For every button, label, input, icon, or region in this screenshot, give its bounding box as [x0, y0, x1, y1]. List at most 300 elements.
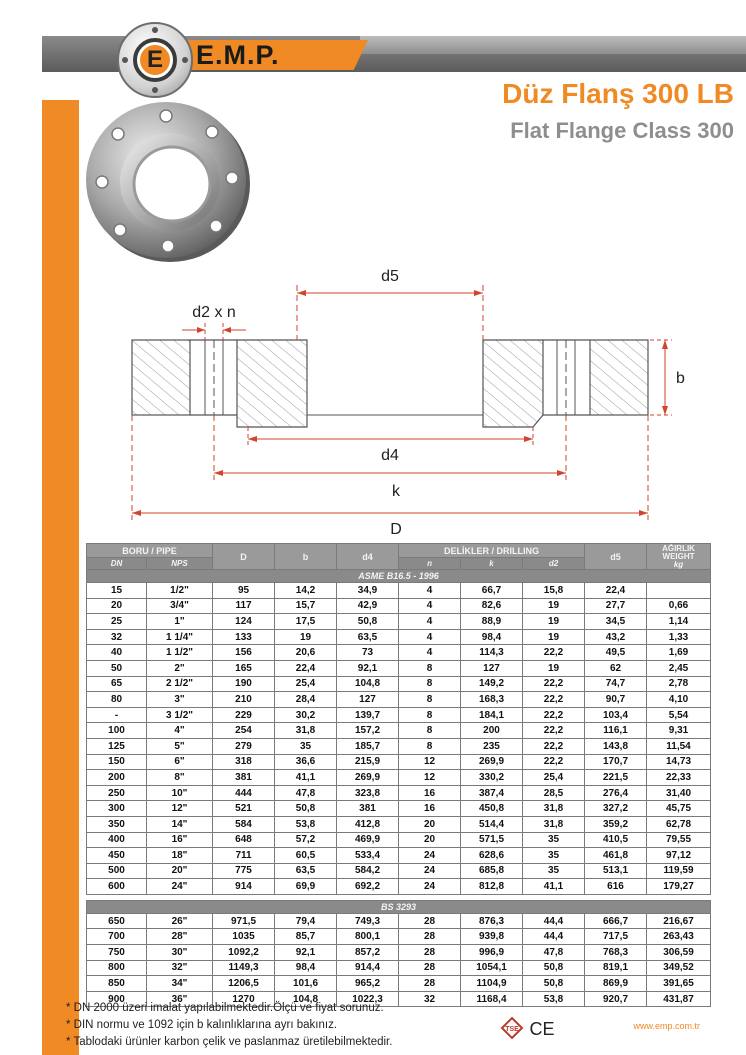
table-cell: 2": [147, 660, 213, 676]
table-cell: 300: [87, 801, 147, 817]
page-title: Düz Flanş 300 LB: [502, 78, 734, 109]
header-D: D: [213, 544, 275, 570]
header-weight-en: WEIGHT: [662, 551, 695, 561]
table-cell: 15,7: [275, 598, 337, 614]
table-cell: 42,9: [337, 598, 399, 614]
table-cell: 4: [399, 645, 461, 661]
table-cell: 116,1: [585, 723, 647, 739]
dim-label-k: k: [392, 483, 400, 500]
table-cell: 185,7: [337, 738, 399, 754]
logo-ring: [133, 38, 177, 82]
table-cell: 22,33: [647, 770, 711, 786]
table-cell: 263,43: [647, 929, 711, 945]
table-cell: 971,5: [213, 913, 275, 929]
table-cell: 279: [213, 738, 275, 754]
website-link[interactable]: www.emp.com.tr: [633, 1021, 700, 1031]
technical-drawing: [100, 255, 700, 540]
table-cell: 16": [147, 832, 213, 848]
table-cell: 8": [147, 770, 213, 786]
table-cell: 14,73: [647, 754, 711, 770]
table-cell: 4": [147, 723, 213, 739]
table-cell: 143,8: [585, 738, 647, 754]
logo-bolt-icon: [182, 57, 188, 63]
table-cell: 3": [147, 692, 213, 708]
table-cell: 35: [523, 848, 585, 864]
table-cell: 269,9: [337, 770, 399, 786]
header-d4: d4: [337, 544, 399, 570]
table-cell: 1206,5: [213, 976, 275, 992]
table-cell: 717,5: [585, 929, 647, 945]
ce-mark-label: CE: [529, 1019, 555, 1039]
header-d2: d2: [523, 558, 585, 570]
table-cell: 410,5: [585, 832, 647, 848]
table-cell: 50,8: [275, 801, 337, 817]
header-pipe: BORU / PIPE: [87, 544, 213, 558]
table-cell: 19: [275, 629, 337, 645]
table-cell: 16: [399, 801, 461, 817]
table-cell: 31,8: [523, 816, 585, 832]
table-row: [87, 913, 711, 929]
table-cell: 82,6: [461, 598, 523, 614]
table-cell: 920,7: [585, 991, 647, 1007]
table-cell: 1/2": [147, 583, 213, 599]
table-cell: 387,4: [461, 785, 523, 801]
header-n: n: [399, 558, 461, 570]
table-cell: 513,1: [585, 863, 647, 879]
table-cell: 44,4: [523, 913, 585, 929]
table-cell: 330,2: [461, 770, 523, 786]
table-cell: 2 1/2": [147, 676, 213, 692]
table-cell: 521: [213, 801, 275, 817]
table-cell: 269,9: [461, 754, 523, 770]
table-cell: 73: [337, 645, 399, 661]
table-cell: 53,8: [275, 816, 337, 832]
table-cell: 98,4: [275, 960, 337, 976]
header-k: k: [461, 558, 523, 570]
table-cell: 92,1: [337, 660, 399, 676]
table-cell: 0,66: [647, 598, 711, 614]
dim-label-d5: d5: [381, 268, 399, 285]
table-cell: 20: [399, 816, 461, 832]
table-cell: 74,7: [585, 676, 647, 692]
table-cell: 1054,1: [461, 960, 523, 976]
table-row: [87, 645, 711, 661]
table-cell: 50,8: [523, 960, 585, 976]
table-cell: 8: [399, 707, 461, 723]
table-cell: 2,78: [647, 676, 711, 692]
table-cell: 27,7: [585, 598, 647, 614]
header-bar-highlight: [360, 36, 746, 54]
table-cell: 28: [399, 929, 461, 945]
table-cell: 25,4: [275, 676, 337, 692]
table-cell: 156: [213, 645, 275, 661]
footnote: * DIN normu ve 1092 için b kalınlıklarına ayrı bakınız.: [66, 1019, 338, 1031]
table-cell: 170,7: [585, 754, 647, 770]
table-cell: 103,4: [585, 707, 647, 723]
table-cell: 31,8: [275, 723, 337, 739]
table-cell: 650: [87, 913, 147, 929]
table-cell: 124: [213, 614, 275, 630]
table-cell: 31,40: [647, 785, 711, 801]
table-cell: 17,5: [275, 614, 337, 630]
table-row: [87, 785, 711, 801]
header-drilling: DELİKLER / DRILLING: [399, 544, 585, 558]
table-cell: 19: [523, 629, 585, 645]
table-cell: 5": [147, 738, 213, 754]
table-cell: 1022,3: [337, 991, 399, 1007]
table-cell: 1168,4: [461, 991, 523, 1007]
table-cell: 850: [87, 976, 147, 992]
table-cell: 11,54: [647, 738, 711, 754]
table-cell: 600: [87, 879, 147, 895]
logo-bolt-icon: [122, 57, 128, 63]
table-cell: 19: [523, 614, 585, 630]
table-cell: 711: [213, 848, 275, 864]
table-cell: 98,4: [461, 629, 523, 645]
table-cell: 996,9: [461, 945, 523, 961]
table-cell: 62: [585, 660, 647, 676]
table-cell: 41,1: [275, 770, 337, 786]
table-cell: 66,7: [461, 583, 523, 599]
table-row: [87, 707, 711, 723]
table-row: [87, 929, 711, 945]
table-cell: 349,52: [647, 960, 711, 976]
table-cell: 616: [585, 879, 647, 895]
table-cell: 381: [213, 770, 275, 786]
company-logo: [117, 22, 193, 98]
table-cell: 150: [87, 754, 147, 770]
table-cell: 101,6: [275, 976, 337, 992]
table-cell: 584,2: [337, 863, 399, 879]
table-cell: 8: [399, 692, 461, 708]
table-cell: 876,3: [461, 913, 523, 929]
table-row: [87, 960, 711, 976]
table-cell: 24": [147, 879, 213, 895]
table-cell: 4: [399, 598, 461, 614]
table-cell: 306,59: [647, 945, 711, 961]
table-cell: 4,10: [647, 692, 711, 708]
table-body: [87, 570, 711, 1007]
table-cell: 35: [523, 832, 585, 848]
table-cell: 80: [87, 692, 147, 708]
table-cell: 133: [213, 629, 275, 645]
table-cell: 79,4: [275, 913, 337, 929]
dim-label-b: b: [676, 370, 685, 387]
table-cell: 5,54: [647, 707, 711, 723]
table-row: [87, 976, 711, 992]
table-cell: 221,5: [585, 770, 647, 786]
table-cell: 1104,9: [461, 976, 523, 992]
table-cell: 8: [399, 723, 461, 739]
table-cell: 318: [213, 754, 275, 770]
table-cell: 14,2: [275, 583, 337, 599]
table-cell: 12: [399, 770, 461, 786]
table-cell: 47,8: [523, 945, 585, 961]
table-row: [87, 660, 711, 676]
page-subtitle: Flat Flange Class 300: [510, 118, 734, 143]
table-row: [87, 801, 711, 817]
table-cell: 648: [213, 832, 275, 848]
table-cell: 914: [213, 879, 275, 895]
table-cell: 49,5: [585, 645, 647, 661]
table-cell: 22,2: [523, 676, 585, 692]
table-cell: 3/4": [147, 598, 213, 614]
table-cell: 215,9: [337, 754, 399, 770]
table-cell: 69,9: [275, 879, 337, 895]
table-section-title: ASME B16.5 - 1996: [87, 570, 711, 583]
table-cell: 500: [87, 863, 147, 879]
table-cell: 92,1: [275, 945, 337, 961]
table-section-row: [87, 570, 711, 583]
table-section-title: BS 3293: [87, 900, 711, 913]
table-cell: 254: [213, 723, 275, 739]
table-cell: 127: [337, 692, 399, 708]
table-cell: 210: [213, 692, 275, 708]
table-cell: 35: [275, 738, 337, 754]
table-cell: 812,8: [461, 879, 523, 895]
table-cell: 200: [461, 723, 523, 739]
table-row: [87, 879, 711, 895]
table-cell: 1270: [213, 991, 275, 1007]
table-cell: 10": [147, 785, 213, 801]
table-cell: 571,5: [461, 832, 523, 848]
table-cell: 22,4: [585, 583, 647, 599]
table-cell: 216,67: [647, 913, 711, 929]
table-cell: 22,2: [523, 692, 585, 708]
table-cell: 350: [87, 816, 147, 832]
table-row: [87, 738, 711, 754]
table-cell: 34,5: [585, 614, 647, 630]
table-cell: 323,8: [337, 785, 399, 801]
header-b: b: [275, 544, 337, 570]
table-cell: 168,3: [461, 692, 523, 708]
table-cell: 327,2: [585, 801, 647, 817]
table-cell: 9,31: [647, 723, 711, 739]
table-cell: 62,78: [647, 816, 711, 832]
table-cell: 800: [87, 960, 147, 976]
table-cell: 22,2: [523, 707, 585, 723]
table-cell: 20": [147, 863, 213, 879]
table-row: [87, 863, 711, 879]
table-cell: 461,8: [585, 848, 647, 864]
certification-marks: [500, 1016, 560, 1040]
table-cell: 1": [147, 614, 213, 630]
table-cell: 8: [399, 738, 461, 754]
table-cell: 692,2: [337, 879, 399, 895]
table-cell: 190: [213, 676, 275, 692]
table-cell: 450: [87, 848, 147, 864]
table-cell: 250: [87, 785, 147, 801]
table-cell: 22,2: [523, 738, 585, 754]
table-cell: 28: [399, 945, 461, 961]
table-cell: 35: [523, 863, 585, 879]
table-cell: 44,4: [523, 929, 585, 945]
table-cell: 88,9: [461, 614, 523, 630]
table-row: [87, 614, 711, 630]
table-cell: 30,2: [275, 707, 337, 723]
table-cell: 939,8: [461, 929, 523, 945]
table-row: [87, 629, 711, 645]
table-cell: 184,1: [461, 707, 523, 723]
table-cell: 53,8: [523, 991, 585, 1007]
table-cell: 800,1: [337, 929, 399, 945]
logo-letter: E: [140, 45, 170, 75]
table-cell: 127: [461, 660, 523, 676]
table-cell: 32: [87, 629, 147, 645]
table-cell: 750: [87, 945, 147, 961]
table-cell: 36,6: [275, 754, 337, 770]
table-cell: 85,7: [275, 929, 337, 945]
tse-mark-label: TSE: [505, 1026, 519, 1033]
side-accent-bar: [42, 100, 79, 1055]
table-cell: 65: [87, 676, 147, 692]
table-row: [87, 723, 711, 739]
table-cell: 359,2: [585, 816, 647, 832]
table-cell: 19: [523, 598, 585, 614]
table-cell: 34": [147, 976, 213, 992]
table-cell: 749,3: [337, 913, 399, 929]
table-cell: 1 1/2": [147, 645, 213, 661]
table-cell: 24: [399, 863, 461, 879]
brand-name: E.M.P.: [196, 40, 280, 70]
table-row: [87, 832, 711, 848]
table-cell: 444: [213, 785, 275, 801]
table-cell: 63,5: [337, 629, 399, 645]
table-cell: 628,6: [461, 848, 523, 864]
table-cell: 165: [213, 660, 275, 676]
table-section-row: [87, 900, 711, 913]
table-cell: 15: [87, 583, 147, 599]
header-dn: DN: [87, 558, 147, 570]
table-cell: 149,2: [461, 676, 523, 692]
table-cell: 26": [147, 913, 213, 929]
footnote: * DN 2000 üzeri imalat yapılabilmektedir.Ölçü ve fiyat sorunuz.: [66, 1002, 384, 1014]
table-cell: 15,8: [523, 583, 585, 599]
table-row: [87, 848, 711, 864]
table-cell: 47,8: [275, 785, 337, 801]
table-cell: 28": [147, 929, 213, 945]
table-cell: 381: [337, 801, 399, 817]
table-cell: 50,8: [337, 614, 399, 630]
table-cell: 685,8: [461, 863, 523, 879]
table-cell: 97,12: [647, 848, 711, 864]
table-cell: -: [87, 707, 147, 723]
table-cell: 1 1/4": [147, 629, 213, 645]
table-row: [87, 583, 711, 599]
table-cell: 41,1: [523, 879, 585, 895]
table-cell: 16: [399, 785, 461, 801]
table-cell: 819,1: [585, 960, 647, 976]
table-cell: 584: [213, 816, 275, 832]
table-cell: 1,69: [647, 645, 711, 661]
table-cell: 1092,2: [213, 945, 275, 961]
table-cell: 104,8: [337, 676, 399, 692]
table-cell: 412,8: [337, 816, 399, 832]
table-cell: 12: [399, 754, 461, 770]
header-weight-tr: AĞIRLIK: [662, 543, 695, 553]
table-cell: 45,75: [647, 801, 711, 817]
table-cell: 4: [399, 583, 461, 599]
dim-label-d4: d4: [381, 447, 399, 464]
table-cell: 22,2: [523, 645, 585, 661]
table-cell: 43,2: [585, 629, 647, 645]
table-cell: 229: [213, 707, 275, 723]
footnotes: [66, 1000, 392, 1051]
table-cell: [647, 583, 711, 599]
table-cell: 1,14: [647, 614, 711, 630]
table-cell: 63,5: [275, 863, 337, 879]
table-cell: 36": [147, 991, 213, 1007]
header-weight-unit: kg: [673, 559, 684, 569]
table-cell: 1035: [213, 929, 275, 945]
table-cell: 34,9: [337, 583, 399, 599]
table-cell: 79,55: [647, 832, 711, 848]
table-cell: 22,2: [523, 723, 585, 739]
table-cell: 450,8: [461, 801, 523, 817]
table-cell: 28,4: [275, 692, 337, 708]
table-cell: 469,9: [337, 832, 399, 848]
table-cell: 869,9: [585, 976, 647, 992]
table-cell: 400: [87, 832, 147, 848]
table-cell: 200: [87, 770, 147, 786]
dim-label-d2n: d2 x n: [192, 304, 236, 321]
table-cell: 60,5: [275, 848, 337, 864]
table-cell: 768,3: [585, 945, 647, 961]
table-cell: 25,4: [523, 770, 585, 786]
header-weight: [647, 544, 711, 570]
logo-bolt-icon: [152, 87, 158, 93]
table-cell: 8: [399, 660, 461, 676]
table-row: [87, 816, 711, 832]
table-cell: 514,4: [461, 816, 523, 832]
table-cell: 114,3: [461, 645, 523, 661]
table-cell: 28: [399, 960, 461, 976]
footnote: * Tablodaki ürünler karbon çelik ve paslanmaz üretilebilmektedir.: [66, 1036, 393, 1048]
header-nps: NPS: [147, 558, 213, 570]
table-row: [87, 754, 711, 770]
table-cell: 775: [213, 863, 275, 879]
table-cell: 666,7: [585, 913, 647, 929]
table-cell: 20,6: [275, 645, 337, 661]
table-cell: 235: [461, 738, 523, 754]
table-row: [87, 598, 711, 614]
table-cell: 2,45: [647, 660, 711, 676]
logo-bolt-icon: [152, 27, 158, 33]
table-cell: 20: [87, 598, 147, 614]
table-cell: 12": [147, 801, 213, 817]
table-row: [87, 692, 711, 708]
table-cell: 533,4: [337, 848, 399, 864]
table-cell: 119,59: [647, 863, 711, 879]
table-cell: 40: [87, 645, 147, 661]
table-cell: 22,4: [275, 660, 337, 676]
table-cell: 1,33: [647, 629, 711, 645]
table-cell: 4: [399, 614, 461, 630]
table-cell: 25: [87, 614, 147, 630]
table-cell: 24: [399, 879, 461, 895]
table-cell: 50: [87, 660, 147, 676]
flange-photo: [82, 98, 252, 266]
table-cell: 32: [399, 991, 461, 1007]
table-cell: 57,2: [275, 832, 337, 848]
table-cell: 14": [147, 816, 213, 832]
table-cell: 125: [87, 738, 147, 754]
table-cell: 4: [399, 629, 461, 645]
table-row: [87, 945, 711, 961]
table-cell: 104,8: [275, 991, 337, 1007]
table-cell: 117: [213, 598, 275, 614]
table-cell: 95: [213, 583, 275, 599]
